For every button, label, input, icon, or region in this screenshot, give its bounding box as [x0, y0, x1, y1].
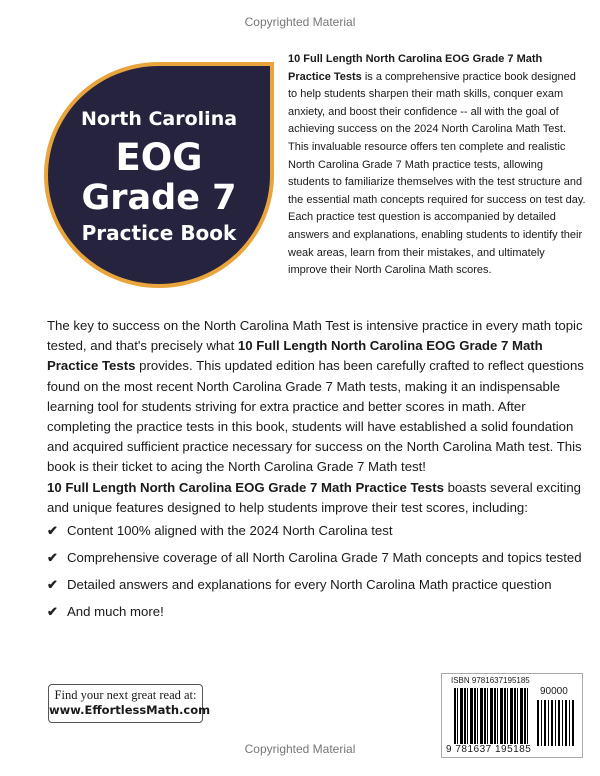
side-text: is a comprehensive practice book designed to help students sharpen their math skills, conquer exam anxiety, and boost their confidence -- all with the goal of achieving success on the 2024 North Carolina Math Test. This invaluable resource offers ten complete and realistic North Carolina Grade 7 Math practice tests, allowing students to familiarize themselves with the test structure and the essential math concepts required for success on test day. Each practice test question is accompanied by detailed answers and explanations, enabling students to identify their weak areas, learn from their mistakes, and ultimately improve their North Carolina Math scores. [288, 70, 586, 277]
badge-state: North Carolina [80, 108, 238, 130]
checkmark-icon: ✔ [47, 550, 59, 565]
feature-text: Detailed answers and explanations for every North Carolina Math practice question [67, 577, 552, 592]
badge-grade: Grade 7 [81, 178, 237, 218]
checkmark-icon: ✔ [47, 577, 59, 592]
body-text-pre: The key to success on the North Carolina Math Test is intensive practice in every math topic tested, and that's precisely what [47, 318, 583, 354]
feature-list [47, 521, 587, 629]
body-paragraph [47, 316, 587, 478]
feature-text: Content 100% aligned with the 2024 North Carolina test [67, 523, 393, 538]
list-item [47, 575, 587, 595]
promo-text: Find your next great read at: [54, 688, 197, 702]
copyright-watermark-bottom: Copyrighted Material [244, 742, 356, 756]
list-item [47, 602, 587, 622]
badge-exam: EOG [115, 136, 203, 179]
features-intro [47, 478, 587, 518]
price-addon: 90000 [540, 686, 568, 697]
intro-text: boasts several exciting and unique features designed to help students improve their test scores, including: [47, 480, 582, 516]
isbn-label: ISBN 9781637195185 [451, 676, 530, 685]
checkmark-icon: ✔ [47, 523, 59, 538]
feature-text: And much more! [67, 604, 164, 619]
side-description [288, 51, 586, 280]
body-text-post: provides. This updated edition has been carefully crafted to reflect questions found on the most recent North Carolina Grade 7 Math tests, making it an indispensable learning tool for students striving for extra practice and better scores in math. After completing the practice tests in this book, students will have established a solid foundation and acquired sufficient practice necessary for success on the North Carolina Math test. This book is their ticket to acing the North Carolina Grade 7 Math test! [47, 358, 584, 475]
promo-box [48, 684, 211, 723]
checkmark-icon: ✔ [47, 604, 59, 619]
badge-subtitle: Practice Book [81, 221, 237, 245]
body-title: 10 Full Length North Carolina EOG Grade 7 Math Practice Tests [47, 338, 543, 374]
list-item [47, 521, 587, 541]
feature-text: Comprehensive coverage of all North Carolina Grade 7 Math concepts and topics tested [67, 550, 582, 565]
list-item [47, 548, 587, 568]
promo-url: www.EffortlessMath.com [49, 703, 211, 717]
barcode-digits: 9 781637 195185 [446, 744, 532, 755]
title-badge [44, 62, 274, 288]
copyright-watermark-top: Copyrighted Material [244, 15, 356, 29]
barcode-bars [454, 688, 530, 746]
intro-title: 10 Full Length North Carolina EOG Grade 7 Math Practice Tests [47, 480, 444, 495]
addon-bars [537, 700, 575, 746]
side-title: 10 Full Length North Carolina EOG Grade 7 Math Practice Tests [288, 53, 543, 83]
